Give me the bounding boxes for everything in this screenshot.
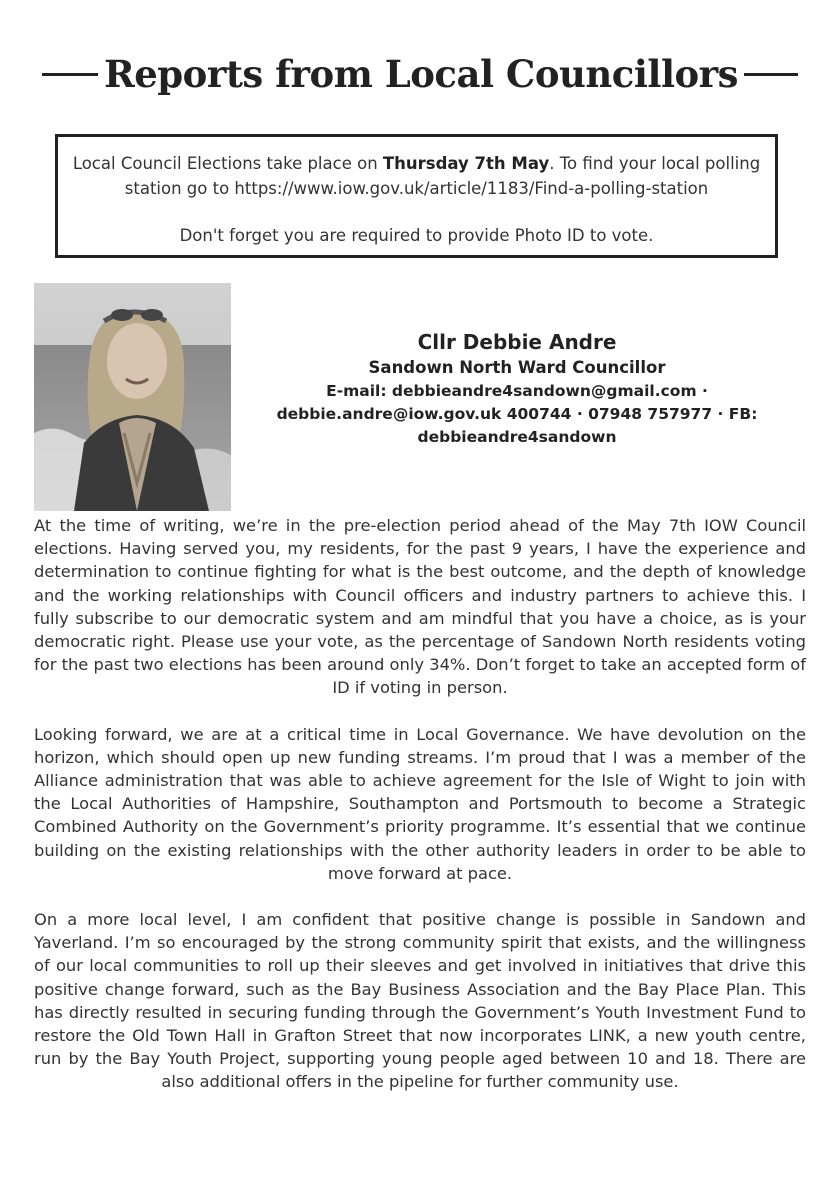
article-paragraph: Looking forward, we are at a critical time in Local Governance. We have devolution on the horizon, which should open up new funding streams. I’m proud that I was a member of the Alliance administration that was able to achieve agreement for the Isle of Wight to join with the Local Authorities of Hampshire, Southampton and Portsmouth to become a Strategic Combined Authority on the Government’s priority programme. It’s essential that we continue building on the existing relationships with the other authority leaders in order to be able to move forward at pace.	[34, 724, 806, 883]
notice-text-after: . To find your local polling station go to https://www.iow.gov.uk/article/1183/Find-a-polling-station	[124, 154, 761, 198]
notice-text-before: Local Council Elections take place on	[72, 154, 383, 173]
councillor-contact: E-mail: debbieandre4sandown@gmail.com · debbie.andre@iow.gov.uk 400744 · 07948 757977 · FB: debbieandre4sandown	[276, 382, 758, 446]
page-heading	[0, 52, 840, 96]
article-paragraph: At the time of writing, we’re in the pre-election period ahead of the May 7th IOW Council elections. Having served you, my residents, for the past 9 years, I have the experience and determination to continue fighting for what is the best outcome, and the depth of knowledge and the working relationships with Council officers and industry partners to achieve this. I fully subscribe to our democratic system and am mindful that you have a choice, as is your democratic right. Please use your vote, as the percentage of Sandown North residents voting for the past two elections has been around only 34%. Don’t forget to take an accepted form of ID if voting in person.	[34, 516, 806, 698]
page-title: Reports from Local Councillors	[103, 52, 739, 96]
heading-rule-right	[744, 73, 798, 76]
councillor-role: Sandown North Ward Councillor	[368, 358, 666, 377]
article-body	[34, 514, 806, 1117]
article-paragraph: On a more local level, I am confident that positive change is possible in Sandown and Yaverland. I’m so encouraged by the strong community spirit that exists, and the willingness of our local communities to roll up their sleeves and get involved in initiatives that drive this positive change forward, such as the Bay Business Association and the Bay Place Plan. This has directly resulted in securing funding through the Government’s Youth Investment Fund to restore the Old Town Hall in Grafton Street that now incorporates LINK, a new youth centre, run by the Bay Youth Project, supporting young people aged between 10 and 18. There are also additional offers in the pipeline for further community use.	[34, 910, 806, 1092]
councillor-photo	[34, 283, 231, 511]
election-notice-line	[58, 151, 775, 201]
photo-id-reminder: Don't forget you are required to provide Photo ID to vote.	[179, 226, 654, 245]
heading-rule-left	[42, 73, 98, 76]
election-notice-box	[55, 134, 778, 258]
councillor-name: Cllr Debbie Andre	[417, 330, 617, 354]
election-date: Thursday 7th May	[382, 154, 550, 173]
councillor-profile	[262, 328, 772, 449]
